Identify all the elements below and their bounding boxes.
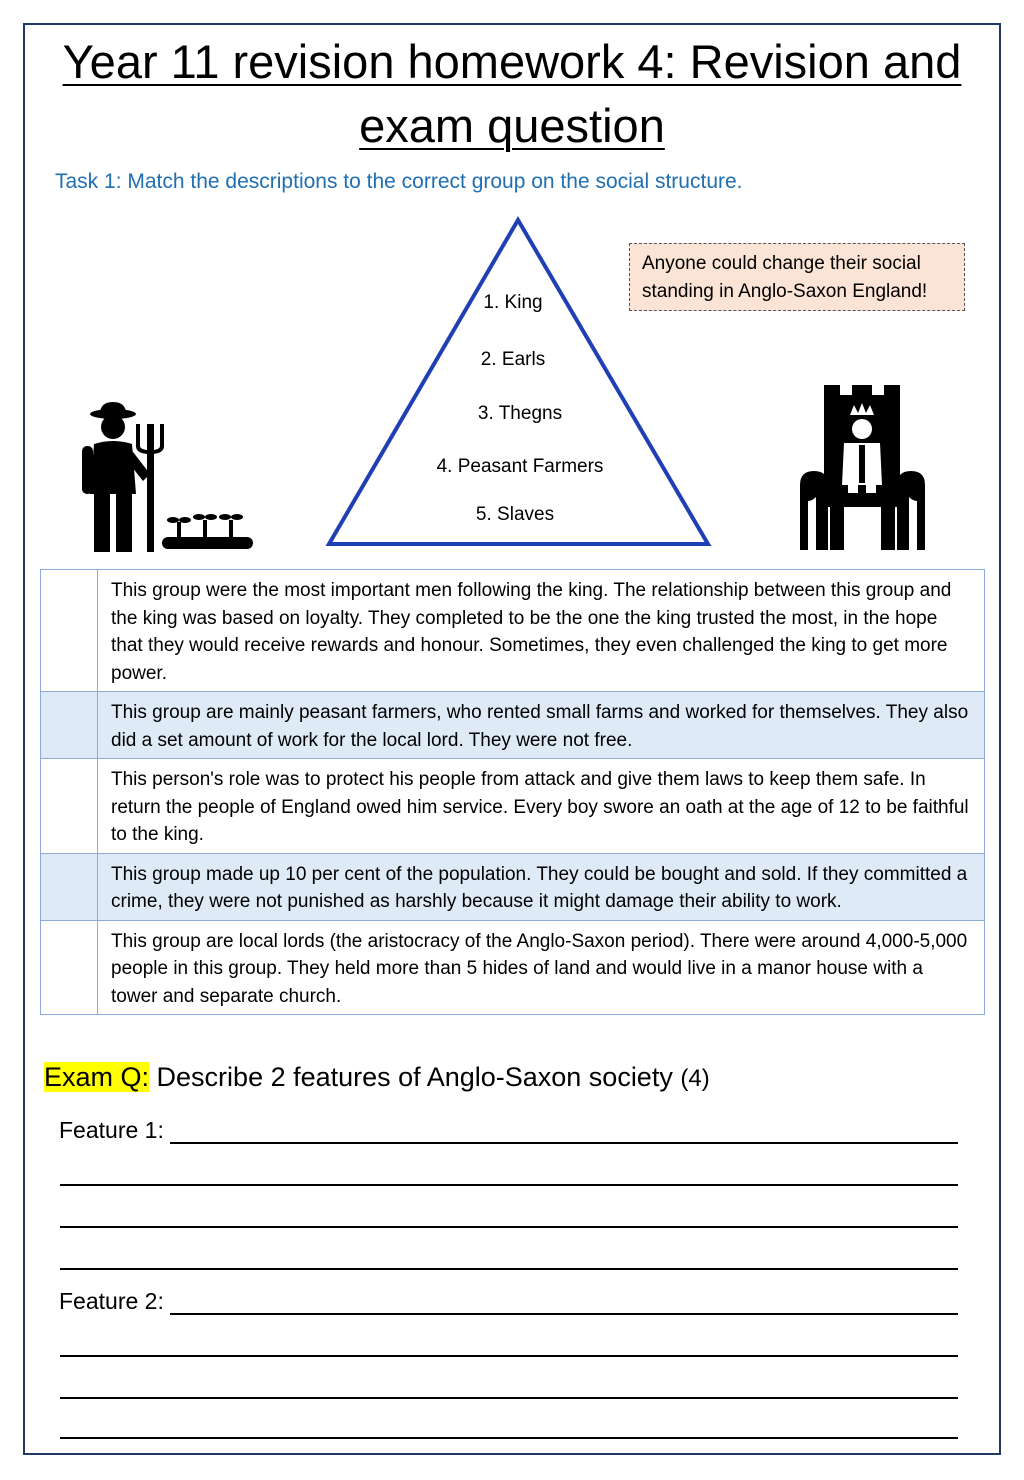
answer-cell-1[interactable] — [41, 570, 98, 692]
pyramid-level-earls: 2. Earls — [480, 349, 546, 370]
answer-cell-3[interactable] — [41, 759, 98, 854]
pyramid-level-thegns: 3. Thegns — [477, 403, 563, 424]
king-on-throne-icon — [800, 385, 925, 550]
description-peasant-farmers: This group are mainly peasant farmers, who rented small farms and worked for themselves. They also did a set amount of work for the local lord. They were not free. — [98, 692, 985, 759]
social-mobility-note: Anyone could change their social standing in Anglo-Saxon England! — [629, 243, 965, 311]
answer-line[interactable] — [60, 1355, 958, 1357]
page-title: Year 11 revision homework 4: Revision and exam question — [62, 35, 962, 152]
exam-question — [44, 1062, 710, 1093]
table-row — [41, 759, 985, 854]
table-row — [41, 920, 985, 1015]
answer-line[interactable] — [60, 1397, 958, 1399]
feature-1-label: Feature 1: — [59, 1117, 170, 1144]
answer-line[interactable] — [60, 1268, 958, 1270]
exam-marks: (4) — [680, 1065, 710, 1092]
table-row — [41, 570, 985, 692]
answer-line[interactable] — [60, 1313, 958, 1315]
description-king: This person's role was to protect his people from attack and give them laws to keep them safe. In return the people of England owed him service. Every boy swore an oath at the age of 12 to be faithful to the king. — [98, 759, 985, 854]
description-matching-table — [40, 569, 985, 1015]
table-row — [41, 692, 985, 759]
exam-label: Exam Q: — [44, 1062, 150, 1092]
task-1-instruction: Task 1: Match the descriptions to the correct group on the social structure. — [55, 170, 743, 193]
farmer-with-pitchfork-icon — [80, 402, 255, 554]
exam-question-text: Describe 2 features of Anglo-Saxon society — [156, 1062, 673, 1092]
description-earls: This group were the most important men following the king. The relationship between this group and the king was based on loyalty. They completed to be the one the king trusted the most, in the hope that they would receive rewards and honour. Sometimes, they even challenged the king to get more power. — [98, 570, 985, 692]
feature-2-label: Feature 2: — [59, 1288, 170, 1315]
answer-line[interactable] — [60, 1226, 958, 1228]
description-thegns: This group are local lords (the aristocracy of the Anglo-Saxon period). There were around 4,000-5,000 people in this group. They held more than 5 hides of land and would live in a manor house with a tower and separate church. — [98, 920, 985, 1015]
pyramid-level-king: 1. King — [483, 292, 543, 313]
answer-line[interactable] — [60, 1142, 958, 1144]
answer-cell-2[interactable] — [41, 692, 98, 759]
answer-cell-4[interactable] — [41, 853, 98, 920]
pyramid-level-slaves: 5. Slaves — [475, 504, 555, 525]
pyramid-level-peasant-farmers: 4. Peasant Farmers — [436, 456, 604, 477]
description-slaves: This group made up 10 per cent of the population. They could be bought and sold. If they committed a crime, they were not punished as harshly because it might damage their ability to work. — [98, 853, 985, 920]
answer-line[interactable] — [60, 1437, 958, 1439]
answer-cell-5[interactable] — [41, 920, 98, 1015]
table-row — [41, 853, 985, 920]
answer-line[interactable] — [60, 1184, 958, 1186]
